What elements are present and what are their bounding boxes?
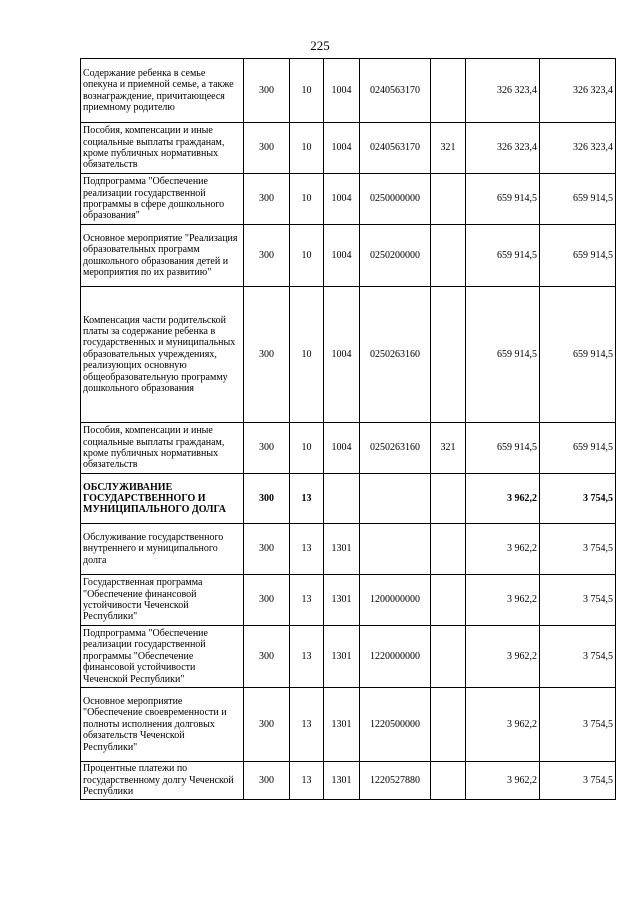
section-code: 10 xyxy=(290,59,324,123)
subsection-code: 1301 xyxy=(324,575,360,626)
table-row xyxy=(81,225,616,287)
amount-1: 3 962,2 xyxy=(466,524,540,575)
expense-type-code: 321 xyxy=(431,423,466,474)
row-name: Процентные платежи по государственному долгу Чеченской Республики xyxy=(81,762,244,800)
table-row xyxy=(81,59,616,123)
expense-type-code xyxy=(431,575,466,626)
expense-type-code xyxy=(431,762,466,800)
subsection-code: 1004 xyxy=(324,174,360,225)
table-row xyxy=(81,423,616,474)
amount-1: 3 962,2 xyxy=(466,626,540,688)
table-row xyxy=(81,762,616,800)
target-article-code: 0240563170 xyxy=(360,59,431,123)
target-article-code xyxy=(360,524,431,575)
ministry-code: 300 xyxy=(244,762,290,800)
section-code: 13 xyxy=(290,762,324,800)
amount-1: 659 914,5 xyxy=(466,225,540,287)
amount-2: 3 754,5 xyxy=(540,626,616,688)
ministry-code: 300 xyxy=(244,688,290,762)
target-article-code: 0250263160 xyxy=(360,423,431,474)
row-name: Пособия, компенсации и иные социальные выплаты гражданам, кроме публичных нормативных обязательств xyxy=(81,423,244,474)
subsection-code: 1004 xyxy=(324,423,360,474)
row-name: Подпрограмма "Обеспечение реализации государственной программы в сфере дошкольного образования" xyxy=(81,174,244,225)
target-article-code: 1220500000 xyxy=(360,688,431,762)
amount-2: 659 914,5 xyxy=(540,287,616,423)
expense-type-code xyxy=(431,225,466,287)
amount-1: 3 962,2 xyxy=(466,474,540,524)
subsection-code: 1004 xyxy=(324,287,360,423)
section-code: 10 xyxy=(290,423,324,474)
expense-type-code xyxy=(431,474,466,524)
subsection-code: 1004 xyxy=(324,59,360,123)
amount-1: 326 323,4 xyxy=(466,123,540,174)
amount-2: 3 754,5 xyxy=(540,575,616,626)
amount-1: 659 914,5 xyxy=(466,287,540,423)
section-code: 13 xyxy=(290,688,324,762)
ministry-code: 300 xyxy=(244,575,290,626)
amount-2: 659 914,5 xyxy=(540,423,616,474)
table-row xyxy=(81,174,616,225)
section-code: 10 xyxy=(290,225,324,287)
target-article-code: 1220000000 xyxy=(360,626,431,688)
section-code: 13 xyxy=(290,524,324,575)
budget-table xyxy=(80,58,616,800)
target-article-code: 0240563170 xyxy=(360,123,431,174)
row-name: Содержание ребенка в семье опекуна и приемной семье, а также вознаграждение, причитающееся приемному родителю xyxy=(81,59,244,123)
target-article-code: 0250263160 xyxy=(360,287,431,423)
row-name: Основное мероприятие "Обеспечение своевременности и полноты исполнения долговых обязательств Чеченской Республики" xyxy=(81,688,244,762)
amount-2: 3 754,5 xyxy=(540,762,616,800)
ministry-code: 300 xyxy=(244,524,290,575)
table-row xyxy=(81,123,616,174)
amount-1: 3 962,2 xyxy=(466,762,540,800)
table-row xyxy=(81,688,616,762)
amount-1: 3 962,2 xyxy=(466,688,540,762)
ministry-code: 300 xyxy=(244,123,290,174)
section-code: 10 xyxy=(290,123,324,174)
target-article-code: 0250200000 xyxy=(360,225,431,287)
amount-2: 3 754,5 xyxy=(540,474,616,524)
target-article-code xyxy=(360,474,431,524)
row-name: ОБСЛУЖИВАНИЕ ГОСУДАРСТВЕННОГО И МУНИЦИПАЛЬНОГО ДОЛГА xyxy=(81,474,244,524)
table-row xyxy=(81,575,616,626)
expense-type-code xyxy=(431,626,466,688)
amount-1: 659 914,5 xyxy=(466,423,540,474)
subsection-code: 1004 xyxy=(324,225,360,287)
expense-type-code xyxy=(431,59,466,123)
row-name: Обслуживание государственного внутреннего и муниципального долга xyxy=(81,524,244,575)
amount-2: 3 754,5 xyxy=(540,688,616,762)
expense-type-code: 321 xyxy=(431,123,466,174)
amount-1: 326 323,4 xyxy=(466,59,540,123)
row-name: Подпрограмма "Обеспечение реализации государственной программы "Обеспечение финансовой устойчивости Чеченской Республики" xyxy=(81,626,244,688)
expense-type-code xyxy=(431,524,466,575)
table-row xyxy=(81,287,616,423)
row-name: Пособия, компенсации и иные социальные выплаты гражданам, кроме публичных нормативных обязательств xyxy=(81,123,244,174)
amount-2: 659 914,5 xyxy=(540,225,616,287)
target-article-code: 1220527880 xyxy=(360,762,431,800)
expense-type-code xyxy=(431,688,466,762)
subsection-code: 1004 xyxy=(324,123,360,174)
amount-2: 326 323,4 xyxy=(540,59,616,123)
section-code: 13 xyxy=(290,474,324,524)
target-article-code: 0250000000 xyxy=(360,174,431,225)
amount-2: 659 914,5 xyxy=(540,174,616,225)
amount-2: 3 754,5 xyxy=(540,524,616,575)
ministry-code: 300 xyxy=(244,225,290,287)
section-code: 13 xyxy=(290,626,324,688)
subsection-code: 1301 xyxy=(324,524,360,575)
expense-type-code xyxy=(431,174,466,225)
table-row xyxy=(81,474,616,524)
section-code: 10 xyxy=(290,174,324,225)
row-name: Государственная программа "Обеспечение финансовой устойчивости Чеченской Республики" xyxy=(81,575,244,626)
amount-1: 659 914,5 xyxy=(466,174,540,225)
subsection-code: 1301 xyxy=(324,688,360,762)
amount-2: 326 323,4 xyxy=(540,123,616,174)
row-name: Компенсация части родительской платы за содержание ребенка в государственных и муниципальных образовательных учреждениях, реализующих основную общеобразовательную программу дошкольного образования xyxy=(81,287,244,423)
row-name: Основное мероприятие "Реализация образовательных программ дошкольного образования детей и мероприятия по их развитию" xyxy=(81,225,244,287)
section-code: 13 xyxy=(290,575,324,626)
subsection-code: 1301 xyxy=(324,762,360,800)
ministry-code: 300 xyxy=(244,474,290,524)
subsection-code: 1301 xyxy=(324,626,360,688)
amount-1: 3 962,2 xyxy=(466,575,540,626)
page-number: 225 xyxy=(310,38,330,53)
section-code: 10 xyxy=(290,287,324,423)
subsection-code xyxy=(324,474,360,524)
ministry-code: 300 xyxy=(244,287,290,423)
expense-type-code xyxy=(431,287,466,423)
ministry-code: 300 xyxy=(244,174,290,225)
ministry-code: 300 xyxy=(244,59,290,123)
table-row xyxy=(81,524,616,575)
target-article-code: 1200000000 xyxy=(360,575,431,626)
ministry-code: 300 xyxy=(244,626,290,688)
table-row xyxy=(81,626,616,688)
ministry-code: 300 xyxy=(244,423,290,474)
